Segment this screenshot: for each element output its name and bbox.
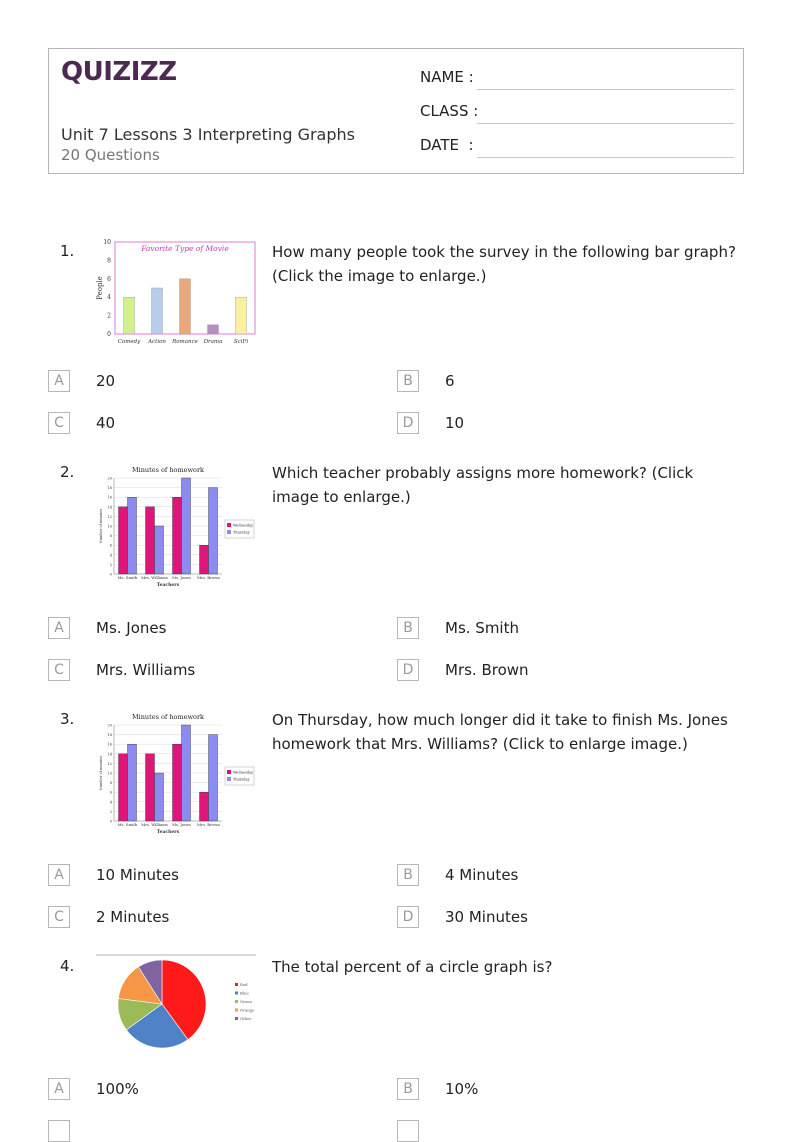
option-a-text[interactable]: 100% [96, 1080, 139, 1098]
y-tick-label: 2 [109, 562, 112, 567]
chart-title: Favorite Type of Movie [141, 244, 229, 253]
y-tick-label: 0 [109, 819, 112, 824]
y-tick-label: 20 [107, 476, 112, 481]
option-a-text[interactable]: 20 [96, 372, 116, 390]
y-tick-label: 8 [109, 781, 112, 786]
y-tick-label: 16 [107, 495, 112, 500]
question-number: 1. [60, 242, 75, 260]
legend-label: Red [240, 982, 248, 987]
x-axis-label: Teachers [156, 583, 180, 588]
bar [119, 754, 128, 821]
y-tick-label: 18 [107, 486, 112, 491]
option-b-letter[interactable]: B [397, 1078, 419, 1100]
legend-swatch [235, 1000, 238, 1003]
bar [128, 497, 137, 574]
option-d-text[interactable]: Mrs. Brown [445, 661, 529, 679]
bar [209, 488, 218, 574]
option-b-text[interactable]: 6 [445, 372, 455, 390]
option-c-letter[interactable]: C [48, 906, 70, 928]
x-tick-label: Ms. Jones [172, 822, 191, 827]
legend-swatch [235, 992, 238, 995]
option-d-letter[interactable]: D [397, 412, 419, 434]
bar [180, 279, 191, 334]
option-b-letter[interactable]: B [397, 617, 419, 639]
bar [182, 478, 191, 574]
y-tick-label: 10 [107, 771, 112, 776]
question-3-image[interactable] [96, 711, 256, 837]
question-text: How many people took the survey in the following bar graph? (Click the image to enlarge.) [272, 243, 736, 285]
x-tick-label: Ms. Smith [117, 822, 138, 827]
y-tick-label: 6 [109, 790, 112, 795]
bar [155, 773, 164, 821]
x-tick-label: Comedy [117, 339, 141, 345]
y-tick-label: 14 [107, 752, 112, 757]
question-text: On Thursday, how much longer did it take to finish Ms. Jones homework that Mrs. Williams? (Click to enlarge image.) [272, 711, 728, 753]
question-text: Which teacher probably assigns more homework? (Click image to enlarge.) [272, 464, 694, 506]
option-c-letter[interactable]: C [48, 412, 70, 434]
x-tick-label: SciFi [233, 339, 249, 345]
class-field[interactable] [420, 102, 734, 124]
x-tick-label: Romance [172, 339, 198, 345]
bar [124, 297, 135, 334]
y-tick-label: 0 [107, 331, 111, 338]
name-label: NAME : [420, 68, 474, 86]
question-4-image[interactable] [96, 954, 256, 1054]
option-a-letter[interactable]: A [48, 370, 70, 392]
chart-title: Minutes of homework [132, 466, 204, 474]
chart-title: Minutes of homework [132, 713, 204, 721]
option-b-text[interactable]: 10% [445, 1080, 479, 1098]
y-tick-label: 8 [109, 534, 112, 539]
legend-label: Wednesday [233, 523, 254, 528]
option-b-text[interactable]: 4 Minutes [445, 866, 519, 884]
bar [173, 497, 182, 574]
x-tick-label: Mrs. Williams [141, 575, 168, 580]
y-tick-label: 0 [109, 572, 112, 577]
y-tick-label: 14 [107, 505, 112, 510]
legend-swatch [227, 777, 231, 781]
legend-swatch [227, 770, 231, 774]
option-a-text[interactable]: 10 Minutes [96, 866, 179, 884]
class-line [477, 123, 734, 124]
option-d-text[interactable]: 30 Minutes [445, 908, 528, 926]
option-d-letter-partial[interactable] [397, 1120, 419, 1142]
worksheet-title: Unit 7 Lessons 3 Interpreting Graphs [61, 125, 355, 144]
x-axis-label: Teachers [156, 830, 180, 835]
option-c-text[interactable]: Mrs. Williams [96, 661, 196, 679]
y-tick-label: 6 [109, 543, 112, 548]
option-c-text[interactable]: 2 Minutes [96, 908, 170, 926]
legend-label: Orange [240, 1007, 255, 1013]
y-axis-label: People [96, 276, 104, 300]
bar [182, 725, 191, 821]
option-d-text[interactable]: 10 [445, 414, 465, 432]
bar [146, 754, 155, 821]
bar [152, 288, 163, 334]
option-a-letter[interactable]: A [48, 617, 70, 639]
x-tick-label: Mrs. Williams [141, 822, 168, 827]
y-tick-label: 20 [107, 723, 112, 728]
name-line [477, 89, 734, 90]
date-label: DATE : [420, 136, 474, 154]
x-tick-label: Ms. Jones [172, 575, 191, 580]
y-tick-label: 10 [107, 524, 112, 529]
question-number: 4. [60, 957, 75, 975]
bar [155, 526, 164, 574]
y-tick-label: 2 [107, 312, 111, 320]
question-number: 3. [60, 710, 75, 728]
option-d-letter[interactable]: D [397, 659, 419, 681]
x-tick-label: Ms. Smith [117, 575, 138, 580]
y-tick-label: 2 [109, 809, 112, 814]
y-tick-label: 18 [107, 733, 112, 738]
bar [209, 735, 218, 821]
homework-bar-chart [96, 464, 256, 590]
option-b-letter[interactable]: B [397, 864, 419, 886]
y-axis-label: Number of minutes [99, 508, 103, 544]
question-text: The total percent of a circle graph is? [272, 958, 553, 976]
legend-label: Thursday [233, 530, 250, 535]
legend-swatch [235, 1017, 238, 1020]
y-tick-label: 4 [109, 800, 112, 805]
question-count: 20 Questions [61, 146, 160, 164]
y-tick-label: 16 [107, 742, 112, 747]
y-tick-label: 8 [107, 257, 111, 265]
worksheet-header [48, 48, 744, 174]
x-tick-label: Action [148, 339, 166, 345]
bar [200, 792, 209, 821]
option-c-letter-partial[interactable] [48, 1120, 70, 1142]
y-tick-label: 10 [103, 239, 111, 246]
y-tick-label: 6 [107, 275, 111, 283]
bar [146, 507, 155, 574]
option-a-letter[interactable]: A [48, 864, 70, 886]
bar [236, 297, 247, 334]
circle-graph [96, 954, 256, 1054]
legend-label: Blue [240, 990, 249, 996]
bar [119, 507, 128, 574]
legend-swatch [235, 983, 238, 986]
x-tick-label: Mrs. Brown [197, 575, 220, 580]
bar [208, 325, 219, 334]
movie-bar-chart [96, 236, 256, 348]
date-field[interactable] [420, 136, 734, 158]
quizizz-logo: QUIZIZZ [61, 57, 177, 87]
x-tick-label: Drama [203, 339, 223, 345]
question-number: 2. [60, 463, 75, 481]
name-field[interactable] [420, 68, 734, 90]
legend-swatch [227, 523, 231, 527]
date-line [477, 157, 734, 158]
question-2-image[interactable] [96, 464, 256, 590]
bar [128, 744, 137, 821]
bar [200, 545, 209, 574]
x-tick-label: Mrs. Brown [197, 822, 220, 827]
option-d-letter[interactable]: D [397, 906, 419, 928]
legend-label: Thursday [233, 777, 250, 782]
bar [173, 744, 182, 821]
option-c-text[interactable]: 40 [96, 414, 116, 432]
option-b-letter[interactable]: B [397, 370, 419, 392]
y-tick-label: 4 [109, 553, 112, 558]
legend-label: Wednesday [233, 770, 254, 775]
class-label: CLASS : [420, 102, 479, 120]
y-tick-label: 4 [107, 294, 111, 302]
option-b-text[interactable]: Ms. Smith [445, 619, 519, 637]
option-a-letter[interactable]: A [48, 1078, 70, 1100]
y-tick-label: 12 [107, 514, 112, 519]
y-tick-label: 12 [107, 761, 112, 766]
legend-swatch [235, 1009, 238, 1012]
y-axis-label: Number of minutes [99, 755, 103, 791]
homework-bar-chart [96, 711, 256, 837]
option-a-text[interactable]: Ms. Jones [96, 619, 167, 637]
legend-swatch [227, 530, 231, 534]
option-c-letter[interactable]: C [48, 659, 70, 681]
legend-label: Other [240, 1016, 252, 1021]
question-1-image[interactable] [96, 236, 256, 348]
legend-label: Green [240, 999, 252, 1004]
